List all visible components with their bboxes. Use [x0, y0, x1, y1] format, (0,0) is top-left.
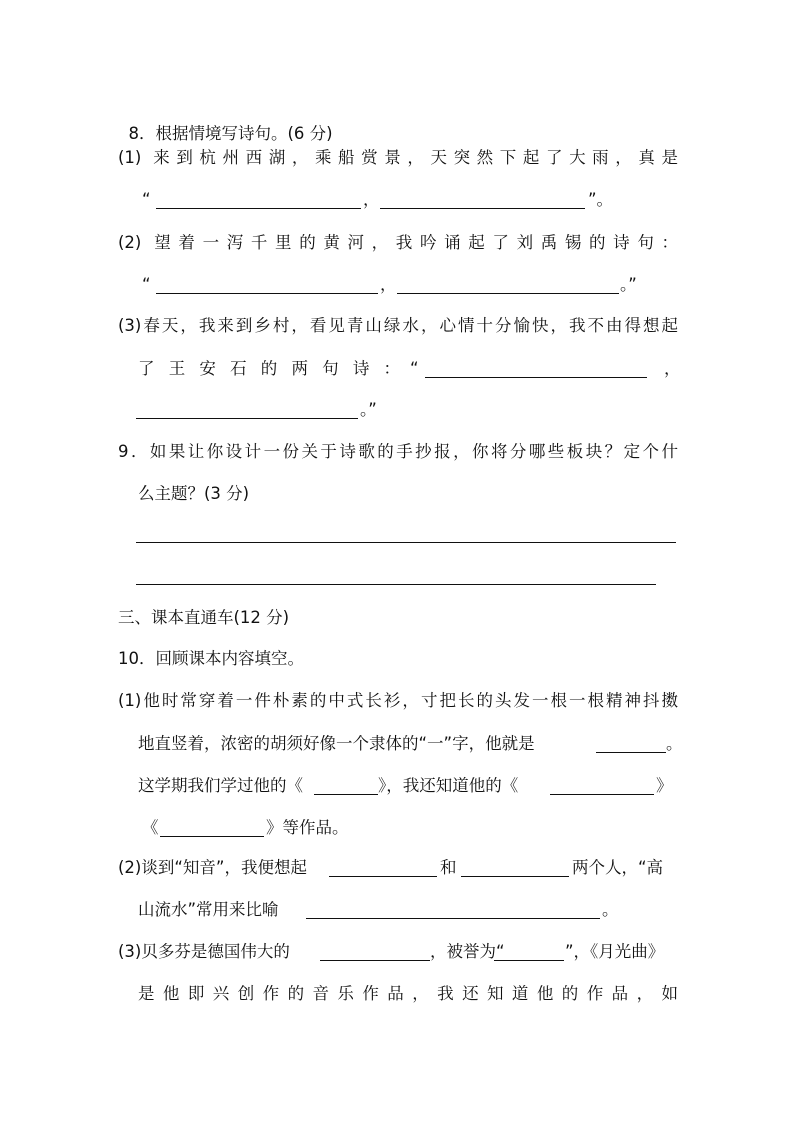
q10-item1-blank-other-2[interactable]: [160, 836, 264, 837]
q8-item3-open-quote: “: [410, 359, 419, 378]
q10-item1-line2-post: 。: [666, 734, 683, 753]
q10-item1-blank-name[interactable]: [596, 752, 666, 753]
q10-item2-blank-person-1[interactable]: [329, 876, 437, 877]
q10-item1-line4-pre: 《: [142, 818, 159, 837]
q8-item2-blank-1[interactable]: [156, 293, 378, 294]
q10-title: 10．回顾课本内容填空。: [118, 649, 304, 668]
q10-item3-line1-pre: (3)贝多芬是德国伟大的: [118, 942, 290, 961]
q10-item1-blank-work[interactable]: [314, 794, 378, 795]
q8-item2-blank-2[interactable]: [397, 293, 619, 294]
q10-item2-line1-pre: (2)谈到“知音”，我便想起: [118, 858, 307, 877]
q10-item2-line2-post: 。: [602, 900, 619, 919]
q10-item2-blank-meaning[interactable]: [306, 918, 600, 919]
section3-heading: 三、课本直通车(12 分): [118, 608, 290, 627]
q8-item3-blank-1[interactable]: [425, 377, 647, 378]
q10-item1-line3-pre: 这学期我们学过他的《: [138, 776, 303, 795]
q10-item1-line4-post: 》等作品。: [266, 818, 349, 837]
q10-item2-line1-post: 两个人，“高: [572, 858, 664, 877]
q10-item2-line2-pre: 山流水”常用来比喻: [138, 900, 279, 919]
q10-item1-line3-mid: 》，我还知道他的《: [378, 776, 519, 795]
q10-item3-blank-title[interactable]: [494, 960, 564, 961]
q10-item3-blank-role[interactable]: [320, 960, 430, 961]
q10-item1-blank-other-1[interactable]: [550, 794, 654, 795]
q10-item3-line1-mid: ，被誉为“: [430, 942, 505, 961]
q10-item2-blank-person-2[interactable]: [461, 876, 569, 877]
q8-item1-blank-1[interactable]: [156, 208, 361, 209]
q8-item1-open-quote: “: [142, 190, 151, 209]
q8-title-text: 8．根据情境写诗句。(6 分): [128, 123, 333, 143]
q8-item1-close: ”。: [588, 190, 614, 209]
q8-item2-comma: ，: [380, 275, 397, 294]
q10-item1-line2-pre: 地直竖着，浓密的胡须好像一个隶体的“一”字，他就是: [138, 734, 535, 753]
q9-line1: 9．如果让你设计一份关于诗歌的手抄报，你将分哪些板块？定个什: [118, 442, 678, 461]
q8-item1-comma: ，: [363, 190, 380, 209]
q8-item1-blank-2[interactable]: [380, 208, 585, 209]
q10-item3-line2: 是他即兴创作的音乐作品，我还知道他的作品，如: [138, 984, 678, 1003]
q10-item1-line3-post: 》: [656, 776, 673, 795]
q10-item1-line1: (1)他时常穿着一件朴素的中式长衫，寸把长的头发一根一根精神抖擞: [118, 691, 678, 710]
q8-item2-line1: (2) 望着一泻千里的黄河，我吟诵起了刘禹锡的诗句：: [118, 233, 678, 252]
q8-title: [118, 109, 333, 142]
q8-item3-comma: ，: [664, 359, 681, 378]
q9-line2: 么主题？(3 分): [138, 484, 250, 503]
q8-item3-close: 。”: [360, 400, 377, 419]
q9-answer-line-2[interactable]: [136, 584, 656, 585]
q8-item2-close: 。”: [620, 275, 637, 294]
q10-item2-line1-mid: 和: [440, 858, 457, 877]
q10-item3-line1-post: ”，《月光曲》: [565, 942, 665, 961]
q9-answer-line-1[interactable]: [136, 542, 676, 543]
q8-item3-line1: (3)春天，我来到乡村，看见青山绿水，心情十分愉快，我不由得想起: [118, 316, 678, 335]
q8-item3-line2-text: 了王安石的两句诗：: [138, 359, 400, 378]
q8-item1-line1: (1) 来到杭州西湖，乘船赏景，天突然下起了大雨，真是: [118, 148, 678, 167]
q8-item3-blank-2[interactable]: [136, 418, 358, 419]
q8-item2-open-quote: “: [142, 275, 151, 294]
